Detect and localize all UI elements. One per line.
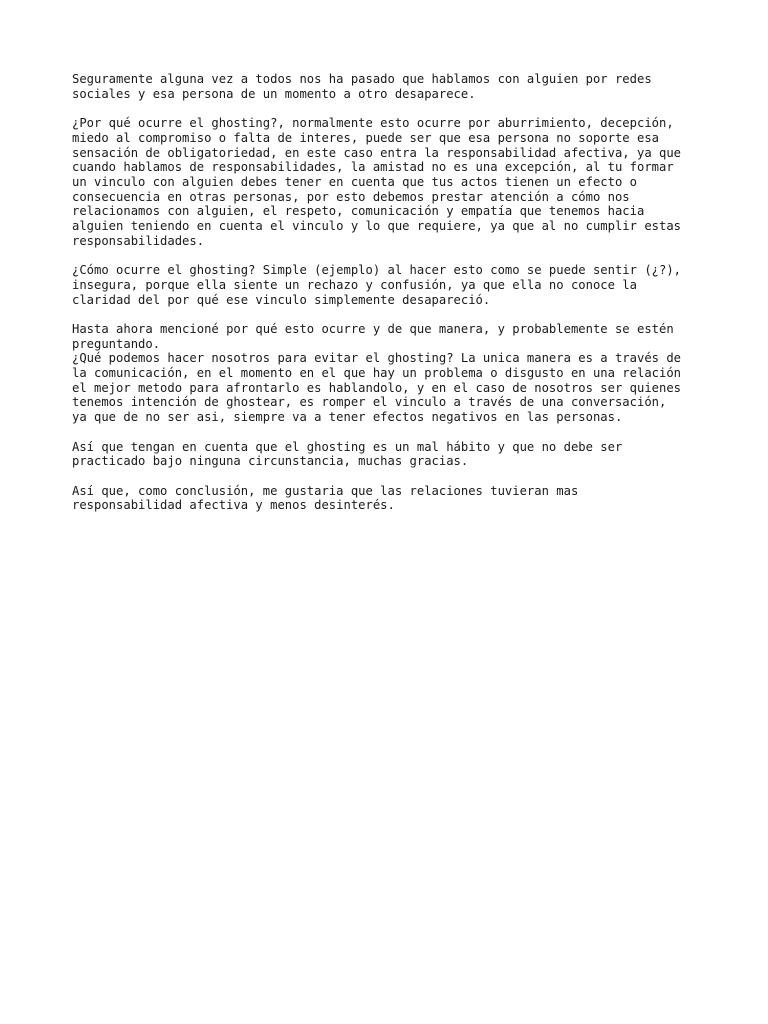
paragraph-how-ghosting: ¿Cómo ocurre el ghosting? Simple (ejemplo) al hacer esto como se puede sentir (¿?), insegura, porque ella siente un rechazo y confusión, ya que ella no conoce la claridad del por qué ese vinculo simplemente desapareció. bbox=[72, 263, 682, 307]
document-body bbox=[72, 72, 712, 528]
paragraph-bad-habit: Así que tengan en cuenta que el ghosting es un mal hábito y que no debe ser practicado bajo ninguna circunstancia, muchas gracias. bbox=[72, 439, 623, 469]
paragraph-why-ghosting: ¿Por qué ocurre el ghosting?, normalmente esto ocurre por aburrimiento, decepción, miedo al compromiso o falta de interes, puede ser que esa persona no soporte esa sensación de obligatoriedad, en este caso entra la responsabilidad afectiva, ya que cuando hablamos de responsabilidades, la amistad no es una excepción, al tu formar un vinculo con alguien debes tener en cuenta que tus actos tienen un efecto o consecuencia en otras personas, por esto debemos prestar atención a cómo nos relacionamos con alguien, el respeto, comunicación y empatía que tenemos hacia alguien teniendo en cuenta el vinculo y lo que requiere, ya que al no cumplir estas responsabilidades. bbox=[72, 116, 682, 248]
paragraph-prevention: Hasta ahora mencioné por qué esto ocurre y de que manera, y probablemente se estén preguntando. ¿Qué podemos hacer nosotros para evitar el ghosting? La unica manera es a través de la comunicación, en el momento en el que hay un problema o disgusto en una relación el mejor metodo para afrontarlo es hablandolo, y en el caso de nosotros ser quienes tenemos intención de ghostear, es romper el vinculo a través de una conversación, ya que de no ser asi, siempre va a tener efectos negativos en las personas. bbox=[72, 321, 682, 425]
paragraph-intro: Seguramente alguna vez a todos nos ha pasado que hablamos con alguien por redes sociales y esa persona de un momento a otro desaparece. bbox=[72, 72, 652, 101]
paragraph-conclusion: Así que, como conclusión, me gustaria que las relaciones tuvieran mas responsabilidad afectiva y menos desinterés. bbox=[72, 483, 579, 513]
